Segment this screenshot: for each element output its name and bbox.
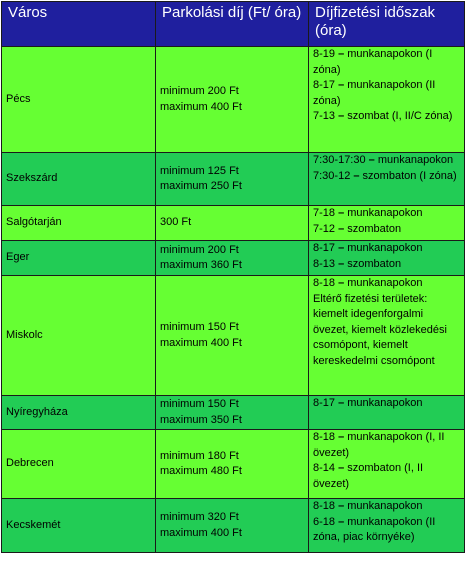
period-dash: – [335,277,348,289]
period-line [313,499,460,515]
period-line [313,241,460,257]
period-range: 8-18 [313,500,336,512]
city-cell: Debrecen [2,430,156,499]
period-range: 7:30-12 [313,169,351,182]
period-line [313,169,460,185]
period-line [313,461,460,492]
period-line [313,430,460,461]
fee-line: maximum 480 Ft [160,465,242,477]
fee-line: minimum 180 Ft [160,449,239,462]
fee-cell [156,241,309,276]
period-text: munkanapokon [347,277,423,289]
period-line [313,222,460,238]
table-body [2,47,465,553]
period-line [313,153,460,169]
fee-line: maximum 400 Ft [160,526,242,539]
period-text: munkanapokon (II zóna) [313,79,436,107]
table-row [2,276,465,396]
period-text: szombaton [347,222,402,235]
period-dash: – [335,397,348,409]
period-range: 8-18 [313,431,336,443]
fee-cell [156,430,309,499]
header-period: Díjfizetési időszak (óra) [309,2,465,47]
period-text: munkanapokon (I zóna) [313,48,433,76]
fee-line: maximum 360 Ft [160,259,242,271]
period-line [313,109,460,125]
table-row [2,47,465,153]
period-cell [309,499,465,553]
fee-cell [156,276,309,396]
fee-cell [156,499,309,553]
period-cell [309,241,465,276]
period-cell [309,430,465,499]
period-text: szombaton (I, II övezet) [313,462,424,490]
city-cell: Pécs [2,47,156,153]
table-row [2,153,465,206]
period-dash: – [335,207,348,219]
fee-line: maximum 400 Ft [160,336,242,349]
header-city: Város [2,2,156,47]
period-cell [309,396,465,430]
period-dash: – [335,515,348,528]
period-dash: – [335,500,348,512]
period-dash: – [335,222,348,235]
period-cell [309,153,465,206]
period-text: szombat (I, II/C zóna) [347,110,453,122]
fee-line: minimum 125 Ft [160,164,239,177]
period-range: 7:30-17:30 [313,154,366,166]
period-line [313,396,460,412]
fee-line: minimum 320 Ft [160,511,239,523]
period-cell [309,206,465,241]
period-cell [309,47,465,153]
period-dash: – [335,462,348,474]
period-text: szombaton (I zóna) [362,169,457,182]
fee-line: maximum 250 Ft [160,180,242,192]
table-row [2,499,465,553]
fee-cell [156,206,309,241]
period-range: 8-17 [313,242,336,254]
period-range: 8-18 [313,277,336,289]
table-row [2,241,465,276]
period-text: szombaton [347,257,402,270]
period-range: 8-13 [313,257,336,270]
period-range: 8-17 [313,397,336,409]
fee-line: minimum 150 Ft [160,321,239,333]
period-line [313,515,460,546]
period-text: munkanapokon (I, II övezet) [313,431,445,459]
city-cell: Eger [2,241,156,276]
period-dash: – [335,242,348,254]
period-text: munkanapokon [347,242,423,254]
fee-line: minimum 150 Ft [160,398,239,410]
period-range: 8-14 [313,462,336,474]
table-header-row [2,2,465,47]
table-row [2,206,465,241]
city-cell: Kecskemét [2,499,156,553]
period-dash: – [350,169,363,182]
period-text: munkanapokon (II zóna, piac környéke) [313,515,436,543]
city-cell: Salgótarján [2,206,156,241]
header-fee: Parkolási díj (Ft/ óra) [156,2,309,47]
city-cell: Nyíregyháza [2,396,156,430]
period-range: 6-18 [313,515,336,528]
fee-line: maximum 350 Ft [160,413,242,426]
period-line [313,292,460,370]
period-line [313,276,460,292]
period-dash: – [335,48,348,60]
parking-fees-table [1,1,465,553]
fee-line: maximum 400 Ft [160,100,242,113]
fee-cell [156,396,309,430]
fee-line: minimum 200 Ft [160,85,239,97]
period-cell [309,276,465,396]
period-range: 8-19 [313,48,336,60]
city-cell: Szekszárd [2,153,156,206]
table-row [2,430,465,499]
period-range: 7-13 [313,110,336,122]
period-range: 8-17 [313,79,336,91]
period-text: munkanapokon [347,500,423,512]
period-text: munkanapokon [347,397,423,409]
fee-cell [156,153,309,206]
table-row [2,396,465,430]
period-dash: – [335,79,348,91]
period-line [313,206,460,222]
fee-line: 300 Ft [160,216,192,229]
period-line [313,47,460,78]
period-dash: – [335,110,348,122]
period-dash: – [365,154,378,166]
period-dash: – [335,257,348,270]
city-cell: Miskolc [2,276,156,396]
fee-line: minimum 200 Ft [160,243,239,256]
period-text: munkanapokon [377,154,454,166]
period-line [313,257,460,273]
period-range: 7-18 [313,207,336,219]
period-range: 7-12 [313,222,336,235]
period-line [313,78,460,109]
period-dash: – [335,431,348,443]
period-text: munkanapokon [347,207,423,219]
fee-cell [156,47,309,153]
period-text: Eltérő fizetési területek: kiemelt idegenforgalmi övezet, kiemelt közlekedési csomópont, kiemelt kereskedelmi csomópont [313,292,447,367]
